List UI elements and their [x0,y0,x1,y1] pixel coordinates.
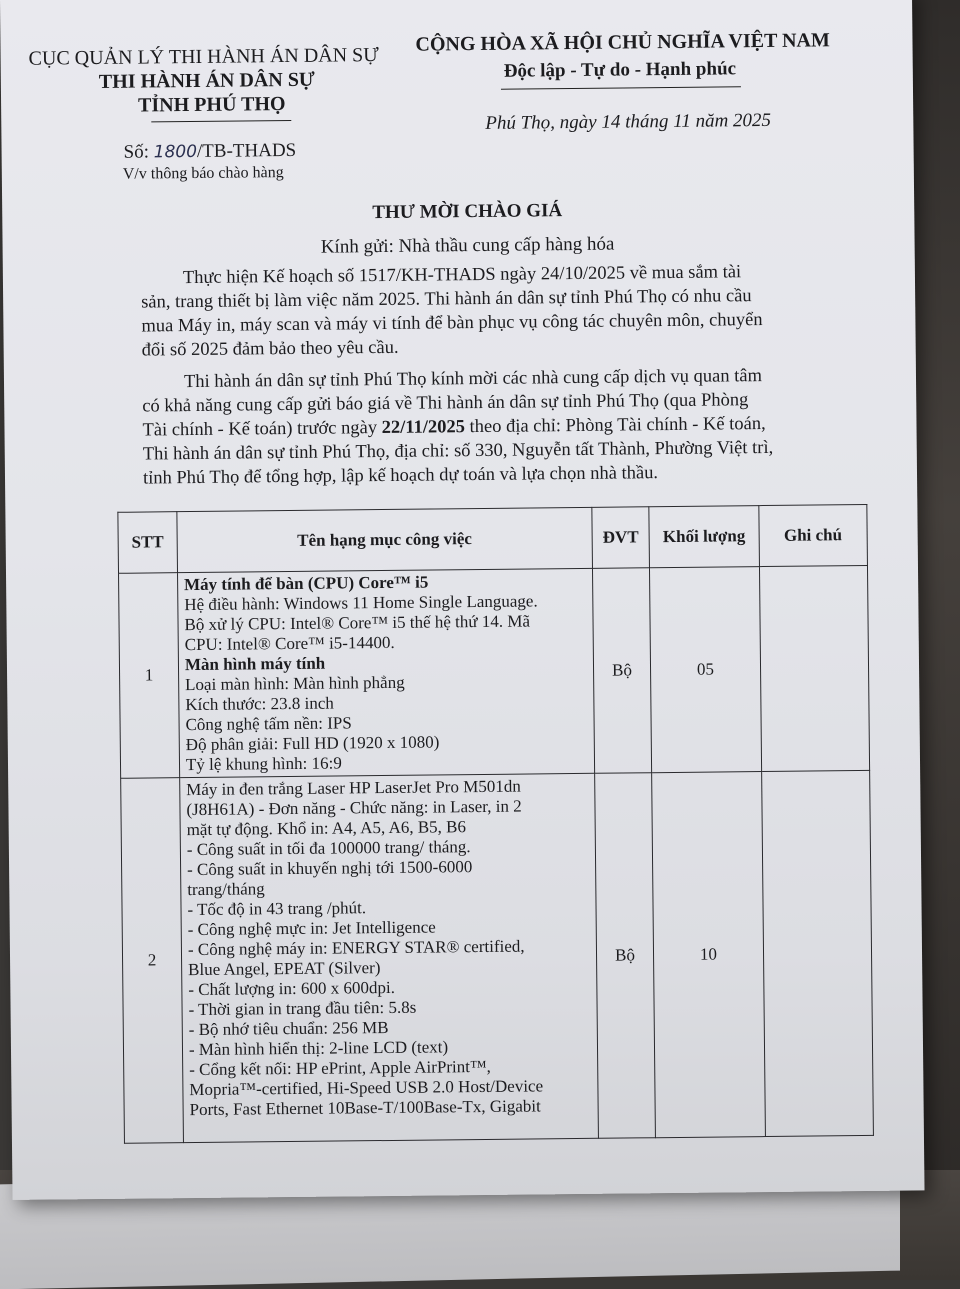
document-number [123,140,296,164]
item-spec-line: Công nghệ tấm nền: IPS [185,713,352,735]
item-spec-line: Tỷ lệ khung hình: 16:9 [185,753,342,775]
item-spec-line: - Bộ nhớ tiêu chuẩn: 256 MB [188,1017,389,1040]
table-row [121,770,874,1143]
item-spec-line: Máy in đen trắng Laser HP LaserJet Pro M501dn [186,776,521,800]
paragraph-line: Thi hành án dân sự tỉnh Phú Thọ kính mời các nhà cung cấp dịch vụ quan tâm [183,366,763,393]
motto-underline [501,86,741,90]
header-quantity: Khối lượng [649,506,759,568]
cell-unit: Bộ [594,773,655,1139]
doc-no-suffix: /TB-THADS [196,139,297,162]
agency-province: TỈNH PHÚ THỌ [137,93,286,117]
item-spec-line: Loại màn hình: Màn hình phẳng [185,672,405,695]
cell-quantity: 10 [652,772,765,1138]
item-spec-line: - Công suất in khuyến nghị tới 1500-6000 [186,857,473,880]
item-spec-line: Kích thước: 23.8 inch [185,693,334,715]
header-note: Ghi chú [759,504,868,566]
national-title: CỘNG HÒA XÃ HỘI CHỦ NGHĨA VIỆT NAM [415,29,830,56]
agency-underline [151,120,291,122]
document-subject: V/v thông báo chào hàng [122,164,284,183]
paragraph-fragment: theo địa chỉ: Phòng Tài chính - Kế toán, [464,414,766,438]
table-header-row [118,504,868,573]
item-spec-line: trang/tháng [187,879,265,900]
cell-stt: 1 [119,573,180,779]
item-spec-line: Độ phân giải: Full HD (1920 x 1080) [185,732,440,755]
item-spec-line: - Chất lượng in: 600 x 600dpi. [188,977,396,1000]
paragraph-line: tỉnh Phú Thọ để tổng hợp, lập kế hoạch dự toán và lựa chọn nhà thầu. [142,463,659,489]
item-spec-line: - Công nghệ máy in: ENERGY STAR® certified, [187,936,525,960]
place-date: Phú Thọ, ngày 14 tháng 11 năm 2025 [485,109,772,134]
agency-parent: CỤC QUẢN LÝ THI HÀNH ÁN DÂN SỰ [28,44,379,70]
deadline-date: 22/11/2025 [381,417,466,439]
item-spec-line: CPU: Intel® Core™ i5-14400. [184,632,395,655]
item-spec-line: Hệ điều hành: Windows 11 Home Single Language. [184,591,538,615]
item-spec-line: Máy tính để bàn (CPU) Core™ i5 [183,572,429,595]
paragraph-line: mua Máy in, máy scan và máy vi tính để bàn phục vụ công tác chuyên môn, chuyển [141,310,763,337]
paragraph-2 [142,363,843,490]
cell-item-description [180,773,599,1142]
cell-note [761,770,873,1136]
greeting: Kính gửi: Nhà thầu cung cấp hàng hóa [320,233,615,258]
paragraph-line: có khả năng cung cấp gửi báo giá về Thi hành án dân sự tỉnh Phú Thọ (qua Phòng [142,390,749,417]
paragraph-line: Thực hiện Kế hoạch số 1517/KH-THADS ngày 24/10/2025 về mua sắm tài [182,262,742,289]
item-spec-line: - Màn hình hiển thị: 2-line LCD (text) [188,1037,449,1060]
paragraph-line: đổi số 2025 đảm bảo theo yêu cầu. [141,337,399,361]
items-table [117,504,874,1144]
item-spec-line: mặt tự động. Khổ in: A4, A5, A6, B5, B6 [186,817,467,840]
header-name: Tên hạng mục công việc [177,507,592,572]
table-row [119,565,870,778]
doc-no-prefix: Số: [123,141,154,163]
national-motto: Độc lập - Tự do - Hạnh phúc [503,58,737,82]
cell-stt: 2 [121,778,184,1144]
document-title: THƯ MỜI CHÀO GIÁ [372,200,563,224]
doc-no-handwritten: 1800 [153,141,198,163]
paragraph-line: sản, trang thiết bị làm việc năm 2025. Thi hành án dân sự tỉnh Phú Thọ có nhu cầu [141,286,752,313]
cell-item-description [177,568,594,777]
header-unit: ĐVT [592,507,650,569]
item-spec-line: - Công nghệ mực in: Jet Intelligence [187,917,436,940]
paragraph-fragment: Tài chính - Kế toán) trước ngày [142,418,382,441]
item-spec-line: - Cổng kết nối: HP ePrint, Apple AirPrint™, [189,1056,491,1080]
item-spec-line: - Thời gian in trang đầu tiên: 5.8s [188,997,417,1020]
item-spec-line: Bộ xử lý CPU: Intel® Core™ i5 thế hệ thứ 14. Mã [184,611,531,635]
paragraph-line: Thi hành án dân sự tỉnh Phú Thọ, địa chỉ: số 330, Nguyễn tất Thành, Phường Việt trì, [142,437,774,465]
item-spec-line: Blue Angel, EPEAT (Silver) [188,958,381,980]
item-spec-line: (J8H61A) - Đơn năng - Chức năng: in Laser, in 2 [186,796,522,820]
item-spec-line: - Tốc độ in 43 trang /phút. [187,898,367,920]
item-spec-line: Mopria™-certified, Hi-Speed USB 2.0 Host/Device [189,1076,544,1100]
cell-note [759,565,869,771]
cell-quantity: 05 [650,567,762,773]
agency-name: THI HÀNH ÁN DÂN SỰ [98,68,315,93]
paragraph-1 [141,259,842,362]
header-stt: STT [118,512,178,574]
item-spec-line: Ports, Fast Ethernet 10Base-T/100Base-Tx, Gigabit [189,1096,541,1120]
item-spec-line: - Công suất in tối đa 100000 trang/ tháng. [186,837,471,860]
cell-unit: Bộ [592,568,652,774]
item-spec-line: Màn hình máy tính [184,653,326,675]
